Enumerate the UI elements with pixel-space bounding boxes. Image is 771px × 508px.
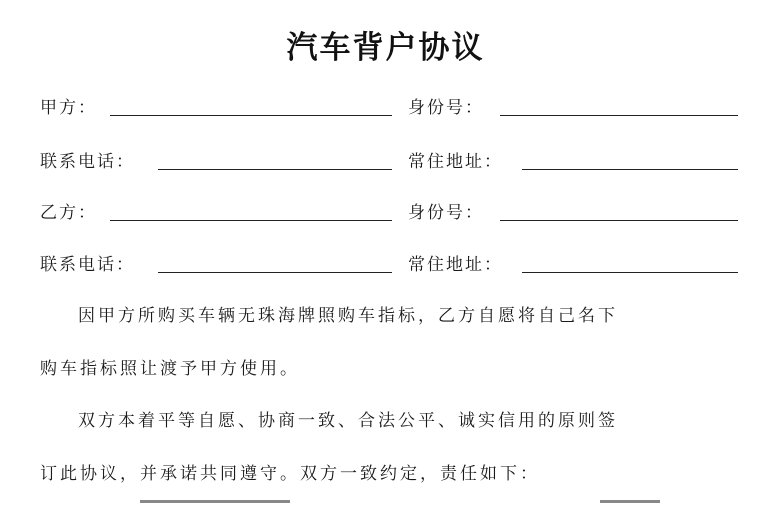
party-b-name-row — [0, 195, 771, 225]
party-a-address-blank[interactable] — [522, 169, 738, 170]
party-b-name-label: 乙方： — [40, 203, 97, 223]
party-b-address-blank[interactable] — [522, 272, 738, 273]
paragraph-1-text-1: 因甲方所购买车辆无珠海牌照购车指标，乙方自愿将自己名下 — [78, 306, 618, 326]
party-b-phone-blank[interactable] — [158, 272, 392, 273]
party-a-id-label: 身份号： — [408, 98, 484, 118]
party-b-contact-row — [0, 247, 771, 277]
paragraph-1-line-1 — [40, 301, 740, 326]
document-title: 汽车背户协议 — [286, 30, 485, 66]
party-b-address-label: 常住地址： — [408, 255, 503, 275]
party-a-phone-blank[interactable] — [158, 169, 392, 170]
party-b-phone-label: 联系电话： — [40, 255, 135, 275]
party-a-phone-label: 联系电话： — [40, 152, 135, 172]
party-a-name-label: 甲方： — [40, 98, 97, 118]
paragraph-2-text-1: 双方本着平等自愿、协商一致、合法公平、诚实信用的原则签 — [78, 411, 618, 431]
party-b-id-blank[interactable] — [500, 220, 738, 221]
party-a-id-blank[interactable] — [500, 115, 738, 116]
party-a-name-blank[interactable] — [110, 115, 392, 116]
paragraph-2-text-2: 订此协议，并承诺共同遵守。双方一致约定，责任如下： — [40, 464, 540, 484]
party-b-id-label: 身份号： — [408, 203, 484, 223]
cut-off-next-line — [40, 500, 740, 508]
party-a-address-label: 常住地址： — [408, 152, 503, 172]
paragraph-2-line-1 — [40, 406, 740, 431]
paragraph-1-line-2 — [40, 354, 740, 379]
party-b-name-blank[interactable] — [110, 220, 392, 221]
party-a-contact-row — [0, 144, 771, 174]
paragraph-2-line-2 — [40, 459, 740, 484]
paragraph-1-text-2: 购车指标照让渡予甲方使用。 — [40, 359, 300, 379]
party-a-name-row — [0, 90, 771, 120]
